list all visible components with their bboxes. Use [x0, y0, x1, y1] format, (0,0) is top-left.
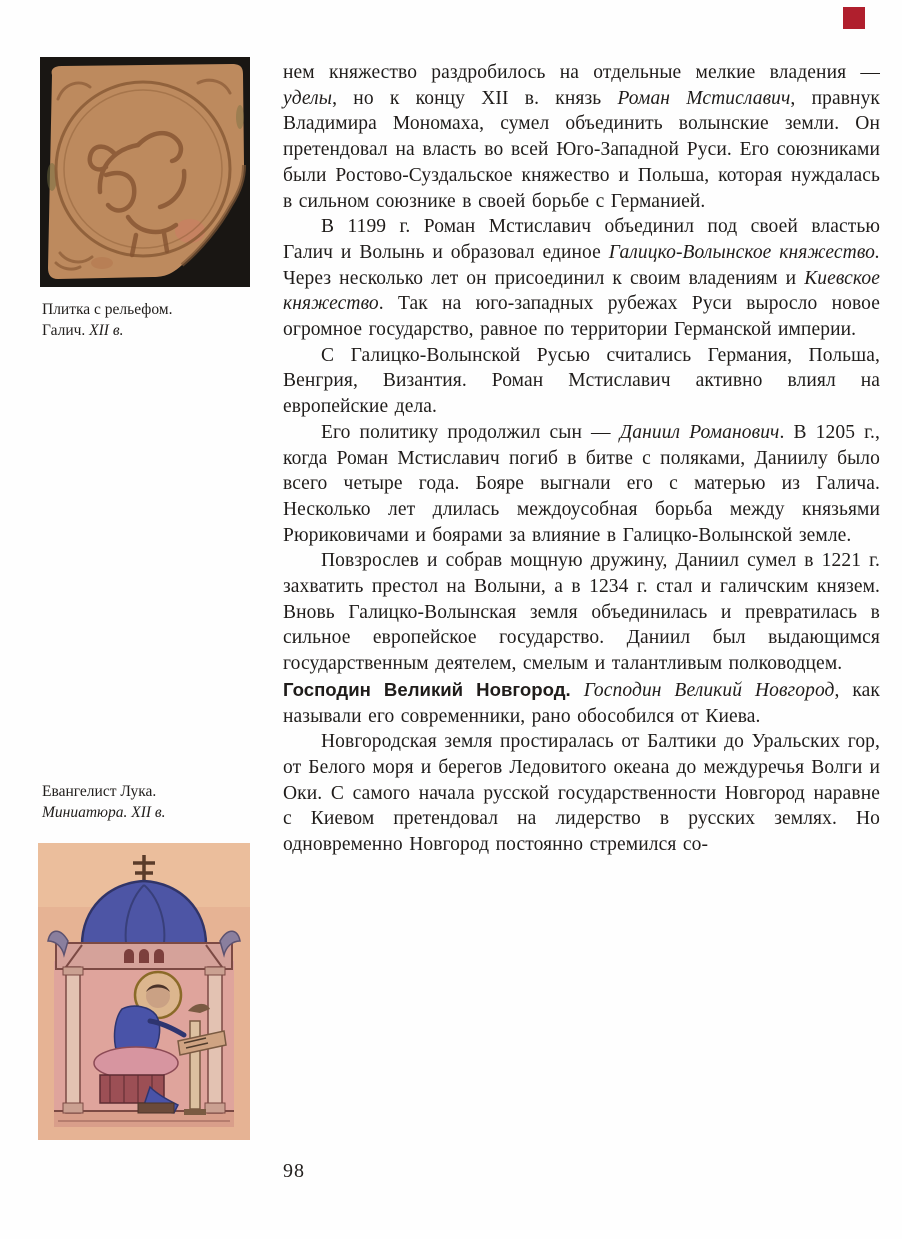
body-text [283, 60, 880, 858]
text-run: . Так на юго-западных рубежах Руси выросло новое огромное государство, равное по территории Германской империи. [283, 293, 880, 341]
text-run: Даниил Романович [619, 421, 780, 443]
text-run: Его политику продолжил сын — [321, 421, 620, 443]
text-run: , но к концу XII в. князь [332, 87, 618, 109]
paragraph [283, 60, 880, 214]
text-run: Киевское княжество [283, 267, 880, 315]
paragraph [283, 214, 880, 343]
evangelist-luke-art [38, 843, 250, 1140]
text-run: Галицко-Волынское княжество. [608, 241, 880, 263]
paragraph [283, 729, 880, 858]
text-run: Галич. [42, 321, 90, 339]
text-run: , как называли его современники, рано обособился от Киева. [283, 679, 880, 727]
caption-line [42, 321, 257, 342]
relief-tile-art [40, 57, 250, 287]
text-run: Повзрослев и собрав мощную дружину, Даниил сумел в 1221 г. захватить престол на Волыни, а в 1234 г. стал и галичским князем. Вновь Галицко-Волынская земля объединилась и превратилась в сильное европейское государство. Даниил был выдающимся государственным деятелем, смелым и талантливым полководцем. [283, 550, 880, 675]
paragraph [283, 343, 880, 420]
paragraph [283, 420, 880, 549]
page-number: 98 [283, 1160, 305, 1182]
figure-caption-tile [42, 300, 257, 341]
text-run: Миниатюра. XII в. [42, 803, 166, 821]
text-run: Новгородская земля простиралась от Балтики до Уральских гор, от Белого моря и берегов Ледовитого океана до междуречья Волги и Оки. С самого начала русской государственности Новгород наравне с Киевом претендовал на лидерство в русских землях. Но одновременно Новгород постоянно стремился со- [283, 731, 880, 856]
text-run: Господин Великий Новгород [583, 679, 835, 701]
caption-line [42, 300, 257, 321]
text-run: уделы [283, 87, 333, 109]
relief-tile-image [40, 57, 250, 287]
text-run: нем княжество раздробилось на отдельные мелкие владения — [283, 62, 880, 83]
text-run: XII в. [89, 321, 124, 339]
evangelist-luke-image [38, 843, 250, 1140]
text-run: Господин Великий Новгород. [283, 678, 584, 700]
page-corner-marker [843, 7, 865, 29]
text-run: Плитка с рельефом. [42, 301, 173, 318]
figure-caption-miniature [42, 782, 257, 823]
caption-line [42, 803, 257, 824]
text-run: С Галицко-Волынской Русью считались Германия, Польша, Венгрия, Византия. Роман Мстиславич активно влиял на европейские дела. [283, 344, 880, 418]
text-run: . В 1205 г., когда Роман Мстиславич погиб в битве с поляками, Даниилу было всего четыре года. Бояре выгнали его с матерью из Галича. Несколько лет длилась междоусобная борьба между князьями Рюриковичами и боярами за влияние в Галицко-Волынской земле. [283, 421, 880, 546]
text-run: , правнук Владимира Мономаха, сумел объединить волынские земли. Он претендовал на власть во всей Юго-Западной Руси. Его союзниками были Ростово-Суздальское княжество и Польша, которая нуждалась в сильном союзнике в своей борьбе с Германией. [283, 87, 880, 212]
paragraph [283, 677, 880, 729]
text-run: Евангелист Лука. [42, 783, 157, 800]
text-run: Через несколько лет он присоединил к своим владениям и [283, 267, 805, 289]
text-run: В 1199 г. Роман Мстиславич объединил под своей властью Галич и Волынь и образовал единое [283, 216, 880, 263]
paragraph [283, 548, 880, 677]
text-run: Роман Мстиславич [617, 87, 791, 109]
caption-line [42, 782, 257, 803]
